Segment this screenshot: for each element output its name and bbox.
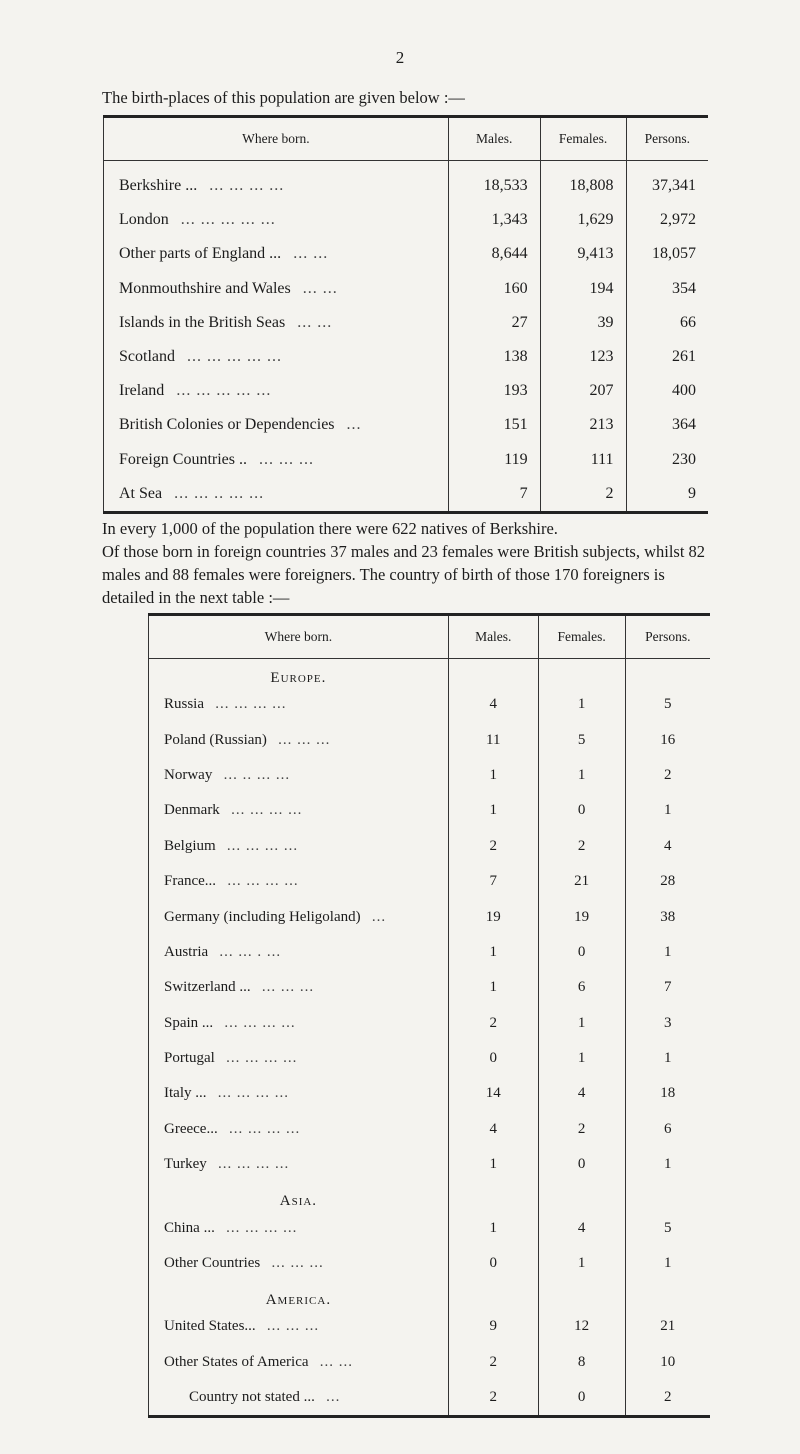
persons-cell: 4 <box>625 829 710 864</box>
leader-dots: ... ... ... <box>278 731 331 748</box>
females-cell: 0 <box>538 793 625 828</box>
persons-cell: 1 <box>625 1041 710 1076</box>
persons-cell: 1 <box>625 1246 710 1281</box>
empty-cell <box>448 1281 538 1309</box>
place-cell <box>104 443 449 477</box>
place-name: Poland (Russian) <box>164 731 267 748</box>
males-cell: 11 <box>448 722 538 757</box>
leader-dots: ... ... <box>297 313 333 331</box>
place-name: Switzerland ... <box>164 979 251 996</box>
females-cell: 4 <box>538 1076 625 1111</box>
persons-cell: 5 <box>625 1210 710 1245</box>
empty-cell <box>625 659 710 688</box>
place-cell <box>149 1345 449 1380</box>
place-cell <box>104 272 449 306</box>
foreign-birthplaces-table <box>148 613 710 1418</box>
region-heading: Asia. <box>279 1193 318 1210</box>
leader-dots: ... ... .. ... ... <box>174 484 265 502</box>
males-cell: 119 <box>448 443 540 477</box>
males-cell: 19 <box>448 899 538 934</box>
leader-dots: ... ... ... ... <box>227 873 299 890</box>
females-cell: 5 <box>538 722 625 757</box>
persons-cell: 1 <box>625 793 710 828</box>
table-row <box>149 793 711 828</box>
males-cell: 14 <box>448 1076 538 1111</box>
females-cell: 207 <box>540 374 626 408</box>
paragraph-2: Of those born in foreign countries 37 males and 23 females were British subjects, whilst 82 males and 88 females were foreigners. The country of birth of those 170 foreigners is detailed in the next table :— <box>102 542 706 607</box>
males-cell: 1 <box>448 1147 538 1182</box>
males-cell: 151 <box>448 408 540 442</box>
place-cell <box>149 722 449 757</box>
table-row <box>104 408 709 442</box>
females-cell: 39 <box>540 306 626 340</box>
leader-dots: ... ... <box>302 279 338 297</box>
place-name: At Sea <box>119 484 163 502</box>
males-cell: 8,644 <box>448 237 540 271</box>
table-row <box>104 237 709 271</box>
females-cell: 2 <box>538 829 625 864</box>
col-where-born: Where born. <box>242 131 310 146</box>
col-males: Males. <box>448 117 540 161</box>
leader-dots: ... ... ... ... ... <box>187 348 282 366</box>
empty-cell <box>538 1281 625 1309</box>
region-heading: America. <box>265 1292 332 1309</box>
place-cell <box>149 1147 449 1182</box>
birthplaces-table <box>103 115 708 514</box>
leader-dots: ... ... . ... <box>219 943 282 960</box>
table-row <box>104 161 709 204</box>
col-females: Females. <box>538 615 625 659</box>
persons-cell: 2 <box>625 1380 710 1417</box>
place-cell <box>149 829 449 864</box>
leader-dots: ... <box>346 416 362 434</box>
females-cell: 0 <box>538 1380 625 1417</box>
leader-dots: ... ... ... ... <box>231 802 303 819</box>
females-cell: 2 <box>538 1112 625 1147</box>
place-cell <box>149 1076 449 1111</box>
place-name: Scotland <box>119 348 175 366</box>
paragraph-1: In every 1,000 of the population there were 622 natives of Berkshire. <box>102 519 558 538</box>
females-cell: 1 <box>538 758 625 793</box>
empty-cell <box>625 1281 710 1309</box>
persons-cell: 18 <box>625 1076 710 1111</box>
table-header-row <box>149 615 711 659</box>
place-name: United States... <box>164 1318 256 1335</box>
females-cell: 8 <box>538 1345 625 1380</box>
region-row-asia <box>149 1182 711 1210</box>
place-name: Turkey <box>164 1156 207 1173</box>
males-cell: 1,343 <box>448 203 540 237</box>
persons-cell: 9 <box>626 477 708 513</box>
persons-cell: 18,057 <box>626 237 708 271</box>
females-cell: 1 <box>538 687 625 722</box>
place-name: Portugal <box>164 1050 215 1067</box>
table-row <box>149 899 711 934</box>
table-row <box>149 1112 711 1147</box>
females-cell: 213 <box>540 408 626 442</box>
males-cell: 1 <box>448 970 538 1005</box>
leader-dots: ... ... ... ... <box>217 1085 289 1102</box>
persons-cell: 28 <box>625 864 710 899</box>
males-cell: 2 <box>448 1006 538 1041</box>
intro-text: The birth-places of this population are given below :— <box>102 88 465 107</box>
place-cell <box>149 1309 449 1344</box>
leader-dots: ... <box>371 908 387 925</box>
empty-cell <box>538 1182 625 1210</box>
place-cell <box>149 793 449 828</box>
place-cell <box>149 864 449 899</box>
males-cell: 1 <box>448 935 538 970</box>
persons-cell: 7 <box>625 970 710 1005</box>
place-name: Country not stated ... <box>189 1389 315 1406</box>
place-cell <box>104 374 449 408</box>
persons-cell: 38 <box>625 899 710 934</box>
place-cell <box>104 340 449 374</box>
persons-cell: 2 <box>625 758 710 793</box>
table-row <box>149 829 711 864</box>
col-females: Females. <box>540 117 626 161</box>
place-name: Russia <box>164 696 205 713</box>
region-row-america <box>149 1281 711 1309</box>
males-cell: 0 <box>448 1246 538 1281</box>
place-name: Belgium <box>164 837 216 854</box>
males-cell: 27 <box>448 306 540 340</box>
leader-dots: ... ... ... ... <box>218 1156 290 1173</box>
males-cell: 4 <box>448 1112 538 1147</box>
place-cell <box>104 203 449 237</box>
persons-cell: 2,972 <box>626 203 708 237</box>
table-row <box>104 306 709 340</box>
females-cell: 12 <box>538 1309 625 1344</box>
males-cell: 9 <box>448 1309 538 1344</box>
place-cell <box>149 1041 449 1076</box>
place-name: Denmark <box>164 802 220 819</box>
persons-cell: 354 <box>626 272 708 306</box>
males-cell: 1 <box>448 1210 538 1245</box>
paragraph-natives <box>102 517 722 540</box>
leader-dots: ... ... ... <box>266 1318 320 1335</box>
table-row <box>149 1380 711 1417</box>
region-heading: Europe. <box>270 670 327 686</box>
females-cell: 4 <box>538 1210 625 1245</box>
leader-dots: ... ... ... ... <box>226 1050 298 1067</box>
males-cell: 1 <box>448 758 538 793</box>
place-cell <box>149 1006 449 1041</box>
paragraph-foreign <box>102 540 717 609</box>
place-name: Foreign Countries .. <box>119 450 247 468</box>
col-persons: Persons. <box>625 615 710 659</box>
leader-dots: ... ... ... <box>259 450 314 468</box>
table-row <box>104 340 709 374</box>
persons-cell: 1 <box>625 1147 710 1182</box>
females-cell: 1 <box>538 1041 625 1076</box>
place-cell <box>149 1210 449 1245</box>
leader-dots: ... ... ... ... <box>224 1014 296 1031</box>
table-row <box>104 272 709 306</box>
leader-dots: ... ... ... <box>271 1255 324 1272</box>
place-name: Germany (including Heligoland) <box>164 908 361 925</box>
females-cell: 6 <box>538 970 625 1005</box>
place-cell <box>149 1380 449 1417</box>
females-cell: 9,413 <box>540 237 626 271</box>
leader-dots: ... ... ... ... <box>226 837 299 854</box>
empty-cell <box>538 659 625 688</box>
persons-cell: 37,341 <box>626 161 708 204</box>
region-row-europe <box>149 659 711 688</box>
males-cell: 4 <box>448 687 538 722</box>
col-where-born: Where born. <box>264 629 333 644</box>
place-name: British Colonies or Dependencies <box>119 416 335 434</box>
leader-dots: ... ... <box>293 245 329 263</box>
place-name: France... <box>164 873 217 890</box>
place-cell <box>149 970 449 1005</box>
males-cell: 193 <box>448 374 540 408</box>
leader-dots: ... ... ... ... ... <box>180 211 276 229</box>
table-row <box>149 935 711 970</box>
leader-dots: ... <box>326 1389 341 1406</box>
place-name: Monmouthshire and Wales <box>119 279 291 297</box>
col-males: Males. <box>448 615 538 659</box>
place-name: Islands in the British Seas <box>119 313 286 331</box>
place-cell <box>104 237 449 271</box>
table-row <box>149 1041 711 1076</box>
place-name: Spain ... <box>164 1014 214 1031</box>
leader-dots: ... .. ... ... <box>223 766 291 783</box>
females-cell: 2 <box>540 477 626 513</box>
empty-cell <box>448 659 538 688</box>
table-row <box>149 1076 711 1111</box>
persons-cell: 6 <box>625 1112 710 1147</box>
males-cell: 7 <box>448 864 538 899</box>
table-row <box>104 374 709 408</box>
table-row <box>149 1246 711 1281</box>
place-name: China ... <box>164 1219 215 1236</box>
table-row <box>149 1210 711 1245</box>
leader-dots: ... ... ... ... ... <box>176 382 272 400</box>
leader-dots: ... ... ... ... <box>226 1219 298 1236</box>
place-name: London <box>119 211 169 229</box>
males-cell: 1 <box>448 793 538 828</box>
table-row <box>149 722 711 757</box>
table-row <box>149 864 711 899</box>
col-persons: Persons. <box>626 117 708 161</box>
place-name: Other States of America <box>164 1353 309 1370</box>
females-cell: 0 <box>538 935 625 970</box>
males-cell: 2 <box>448 1345 538 1380</box>
place-name: Norway <box>164 766 213 783</box>
females-cell: 21 <box>538 864 625 899</box>
females-cell: 1,629 <box>540 203 626 237</box>
place-name: Ireland <box>119 382 165 400</box>
table-row <box>149 970 711 1005</box>
place-cell <box>149 687 449 722</box>
table-row <box>104 443 709 477</box>
males-cell: 0 <box>448 1041 538 1076</box>
place-name: Greece... <box>164 1120 218 1137</box>
females-cell: 194 <box>540 272 626 306</box>
persons-cell: 16 <box>625 722 710 757</box>
place-cell <box>104 306 449 340</box>
table-row <box>104 477 709 513</box>
females-cell: 111 <box>540 443 626 477</box>
table-header-row <box>104 117 709 161</box>
females-cell: 18,808 <box>540 161 626 204</box>
page-number: 2 <box>395 48 405 67</box>
place-cell <box>149 758 449 793</box>
persons-cell: 3 <box>625 1006 710 1041</box>
leader-dots: ... ... ... ... <box>209 177 285 195</box>
empty-cell <box>448 1182 538 1210</box>
persons-cell: 364 <box>626 408 708 442</box>
persons-cell: 261 <box>626 340 708 374</box>
place-cell <box>149 1112 449 1147</box>
males-cell: 138 <box>448 340 540 374</box>
females-cell: 123 <box>540 340 626 374</box>
table-row <box>149 1006 711 1041</box>
females-cell: 1 <box>538 1246 625 1281</box>
persons-cell: 21 <box>625 1309 710 1344</box>
place-cell <box>149 1246 449 1281</box>
place-name: Other parts of England ... <box>119 245 282 263</box>
males-cell: 7 <box>448 477 540 513</box>
table-row <box>149 1345 711 1380</box>
place-name: Italy ... <box>164 1085 207 1102</box>
persons-cell: 1 <box>625 935 710 970</box>
place-cell <box>104 408 449 442</box>
persons-cell: 66 <box>626 306 708 340</box>
table-row <box>149 687 711 722</box>
place-cell <box>149 935 449 970</box>
leader-dots: ... ... ... <box>261 979 315 996</box>
males-cell: 18,533 <box>448 161 540 204</box>
persons-cell: 5 <box>625 687 710 722</box>
persons-cell: 230 <box>626 443 708 477</box>
females-cell: 19 <box>538 899 625 934</box>
leader-dots: ... ... ... ... <box>215 696 287 713</box>
males-cell: 160 <box>448 272 540 306</box>
place-name: Other Countries <box>164 1255 261 1272</box>
empty-cell <box>625 1182 710 1210</box>
table-row <box>149 1147 711 1182</box>
table-row <box>149 1309 711 1344</box>
place-cell <box>149 899 449 934</box>
females-cell: 1 <box>538 1006 625 1041</box>
males-cell: 2 <box>448 1380 538 1417</box>
place-cell <box>104 477 449 513</box>
leader-dots: ... ... <box>319 1353 354 1370</box>
males-cell: 2 <box>448 829 538 864</box>
place-name: Berkshire ... <box>119 177 198 195</box>
table-row <box>104 203 709 237</box>
place-name: Austria <box>164 943 209 960</box>
leader-dots: ... ... ... ... <box>228 1120 301 1137</box>
persons-cell: 400 <box>626 374 708 408</box>
persons-cell: 10 <box>625 1345 710 1380</box>
table-row <box>149 758 711 793</box>
place-cell <box>104 161 449 204</box>
females-cell: 0 <box>538 1147 625 1182</box>
